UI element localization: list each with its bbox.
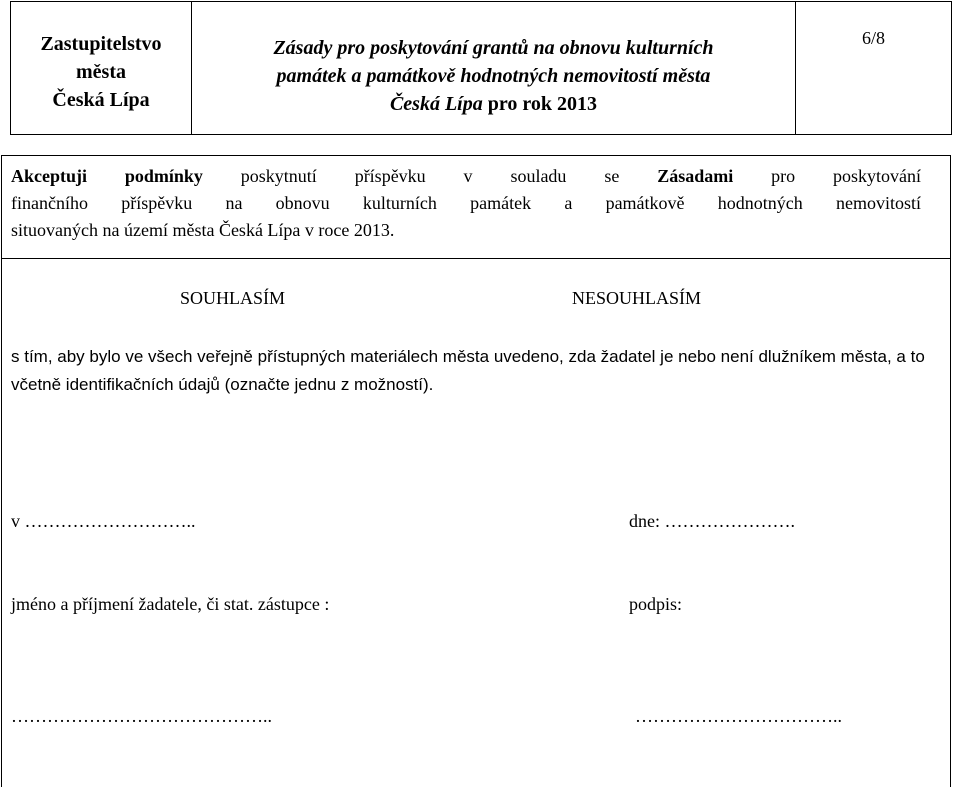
applicant-name-label: jméno a příjmení žadatele, či stat. zástupce : <box>11 594 330 614</box>
section-divider <box>2 258 950 259</box>
acceptance-text-2: pro poskytování <box>733 166 921 186</box>
issuer-line-3: Česká Lípa <box>52 89 150 111</box>
applicant-name-field[interactable]: …………………………………….. <box>11 706 272 726</box>
header-issuer-cell <box>11 2 192 134</box>
document-header <box>10 1 952 135</box>
title-line-2: památek a památkově hodnotných nemovitostí města <box>276 65 711 87</box>
header-title-cell <box>192 2 796 134</box>
header-page-cell <box>796 2 951 134</box>
issuer-line-1: Zastupitelstvo <box>40 33 162 55</box>
agree-option[interactable]: SOUHLASÍM <box>180 288 286 308</box>
signature-label: podpis: <box>629 594 683 614</box>
title-line-3-year: pro rok 2013 <box>482 93 598 115</box>
declaration-box <box>1 155 951 787</box>
title-line-1: Zásady pro poskytování grantů na obnovu kulturních <box>273 37 714 59</box>
consent-text: s tím, aby bylo ve všech veřejně přístupných materiálech města uvedeno, zda žadatel je nebo není dlužníkem města, a to včetně identifikačních údajů (označte jednu z možností). <box>11 347 925 394</box>
acceptance-line-3: situovaných na území města Česká Lípa v roce 2013. <box>11 220 395 240</box>
title-line-3 <box>192 90 795 118</box>
signature-field[interactable]: …………………………….. <box>635 706 842 726</box>
issuer-name <box>11 30 191 114</box>
acceptance-statement <box>11 163 921 244</box>
disagree-option[interactable]: NESOUHLASÍM <box>572 288 702 308</box>
issuer-line-2: města <box>76 61 126 83</box>
document-title <box>192 34 795 118</box>
date-field[interactable]: dne: …………………. <box>629 511 795 531</box>
acceptance-text-1: poskytnutí příspěvku v souladu se <box>202 166 658 186</box>
page-number: 6/8 <box>861 28 885 48</box>
acceptance-bold-2: Zásadami <box>657 166 734 186</box>
acceptance-line-2: finančního příspěvku na obnovu kulturních památek a památkově hodnotných nemovitostí <box>11 193 921 213</box>
title-line-3-city: Česká Lípa <box>389 93 483 115</box>
place-field[interactable]: v ……………………….. <box>11 511 196 531</box>
acceptance-line-1 <box>11 163 921 190</box>
acceptance-bold-1: Akceptuji podmínky <box>11 166 203 186</box>
